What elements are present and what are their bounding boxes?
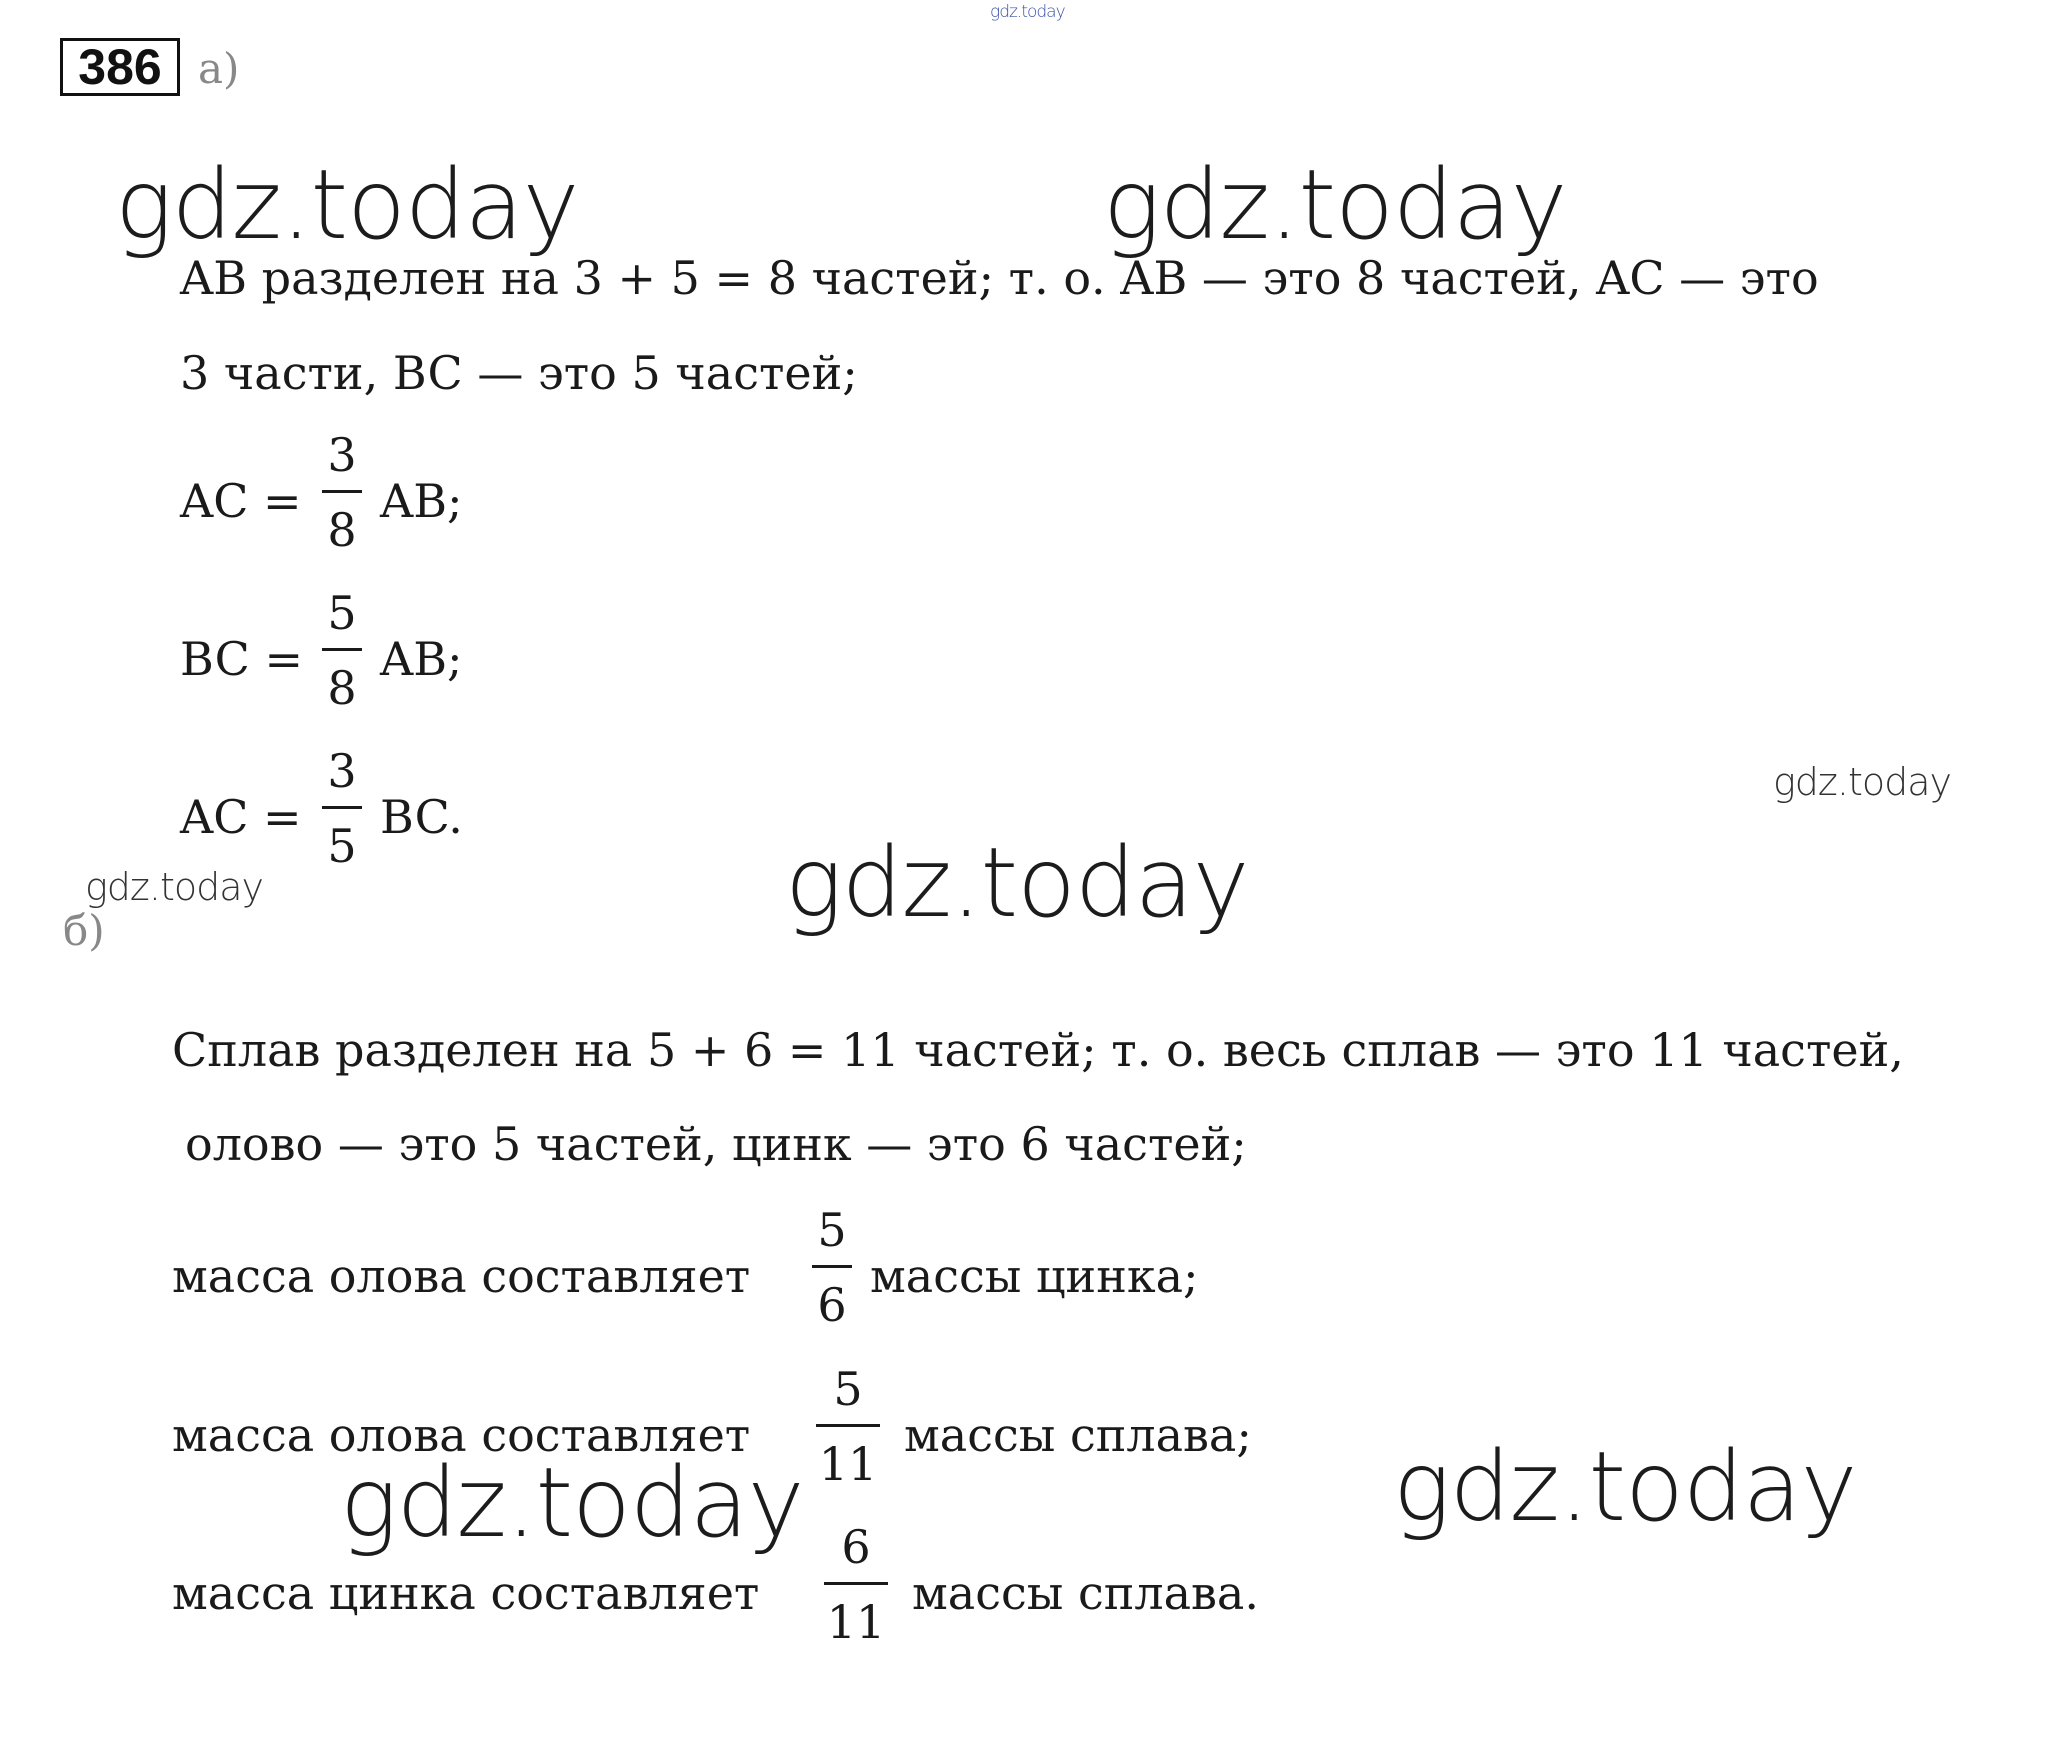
watermark-top: gdz.today <box>990 2 1065 22</box>
fraction-bar <box>824 1582 888 1585</box>
eq-a2-right: AB; <box>380 632 463 686</box>
eq-a1-left: AC = <box>180 474 302 528</box>
eq-a3-left: AC = <box>180 790 302 844</box>
eq-b2-left: масса олова составляет <box>172 1408 751 1462</box>
watermark: gdz.today <box>340 1447 804 1559</box>
eq-a3-right: BC. <box>380 790 463 844</box>
part-a-line-1: AB разделен на 3 + 5 = 8 частей; т. о. AB — это 8 частей, AC — это <box>180 251 1819 305</box>
watermark: gdz.today <box>115 149 579 261</box>
problem-number: 386 <box>60 38 180 96</box>
eq-b2-right: массы сплава; <box>904 1408 1252 1462</box>
fraction-denominator: 5 <box>327 819 357 873</box>
fraction-a3 <box>322 744 362 873</box>
fraction-a2 <box>322 586 362 715</box>
fraction-b2 <box>816 1362 880 1491</box>
fraction-denominator: 8 <box>327 661 357 715</box>
eq-a2-left: BC = <box>180 632 304 686</box>
fraction-numerator: 3 <box>327 428 357 482</box>
part-b-line-1: Сплав разделен на 5 + 6 = 11 частей; т. о. весь сплав — это 11 частей, <box>172 1023 1904 1077</box>
fraction-numerator: 5 <box>817 1203 847 1257</box>
fraction-numerator: 5 <box>833 1362 863 1416</box>
watermark: gdz.today <box>1103 149 1567 261</box>
fraction-b3 <box>824 1520 888 1649</box>
fraction-bar <box>322 648 362 651</box>
watermark: gdz.today <box>1393 1431 1857 1543</box>
fraction-numerator: 3 <box>327 744 357 798</box>
fraction-denominator: 8 <box>327 503 357 557</box>
fraction-denominator: 11 <box>826 1595 886 1649</box>
fraction-numerator: 6 <box>841 1520 871 1574</box>
fraction-bar <box>816 1424 880 1427</box>
fraction-a1 <box>322 428 362 557</box>
fraction-bar <box>812 1265 852 1268</box>
part-a-line-2: 3 части, BC — это 5 частей; <box>180 346 858 400</box>
eq-b3-left: масса цинка составляет <box>172 1566 760 1620</box>
watermark: gdz.today <box>1773 760 1951 804</box>
part-b-line-2: олово — это 5 частей, цинк — это 6 частей; <box>185 1117 1247 1171</box>
watermark: gdz.today <box>85 865 263 909</box>
eq-b3-right: массы сплава. <box>912 1566 1259 1620</box>
part-b-label: б) <box>63 906 105 955</box>
eq-b1-right: массы цинка; <box>870 1249 1199 1303</box>
fraction-denominator: 6 <box>817 1278 847 1332</box>
fraction-bar <box>322 490 362 493</box>
fraction-bar <box>322 806 362 809</box>
watermark: gdz.today <box>785 827 1249 939</box>
part-a-label: а) <box>198 44 240 93</box>
fraction-numerator: 5 <box>327 586 357 640</box>
eq-a1-right: AB; <box>380 474 463 528</box>
fraction-b1 <box>812 1203 852 1332</box>
fraction-denominator: 11 <box>818 1437 878 1491</box>
eq-b1-left: масса олова составляет <box>172 1249 751 1303</box>
